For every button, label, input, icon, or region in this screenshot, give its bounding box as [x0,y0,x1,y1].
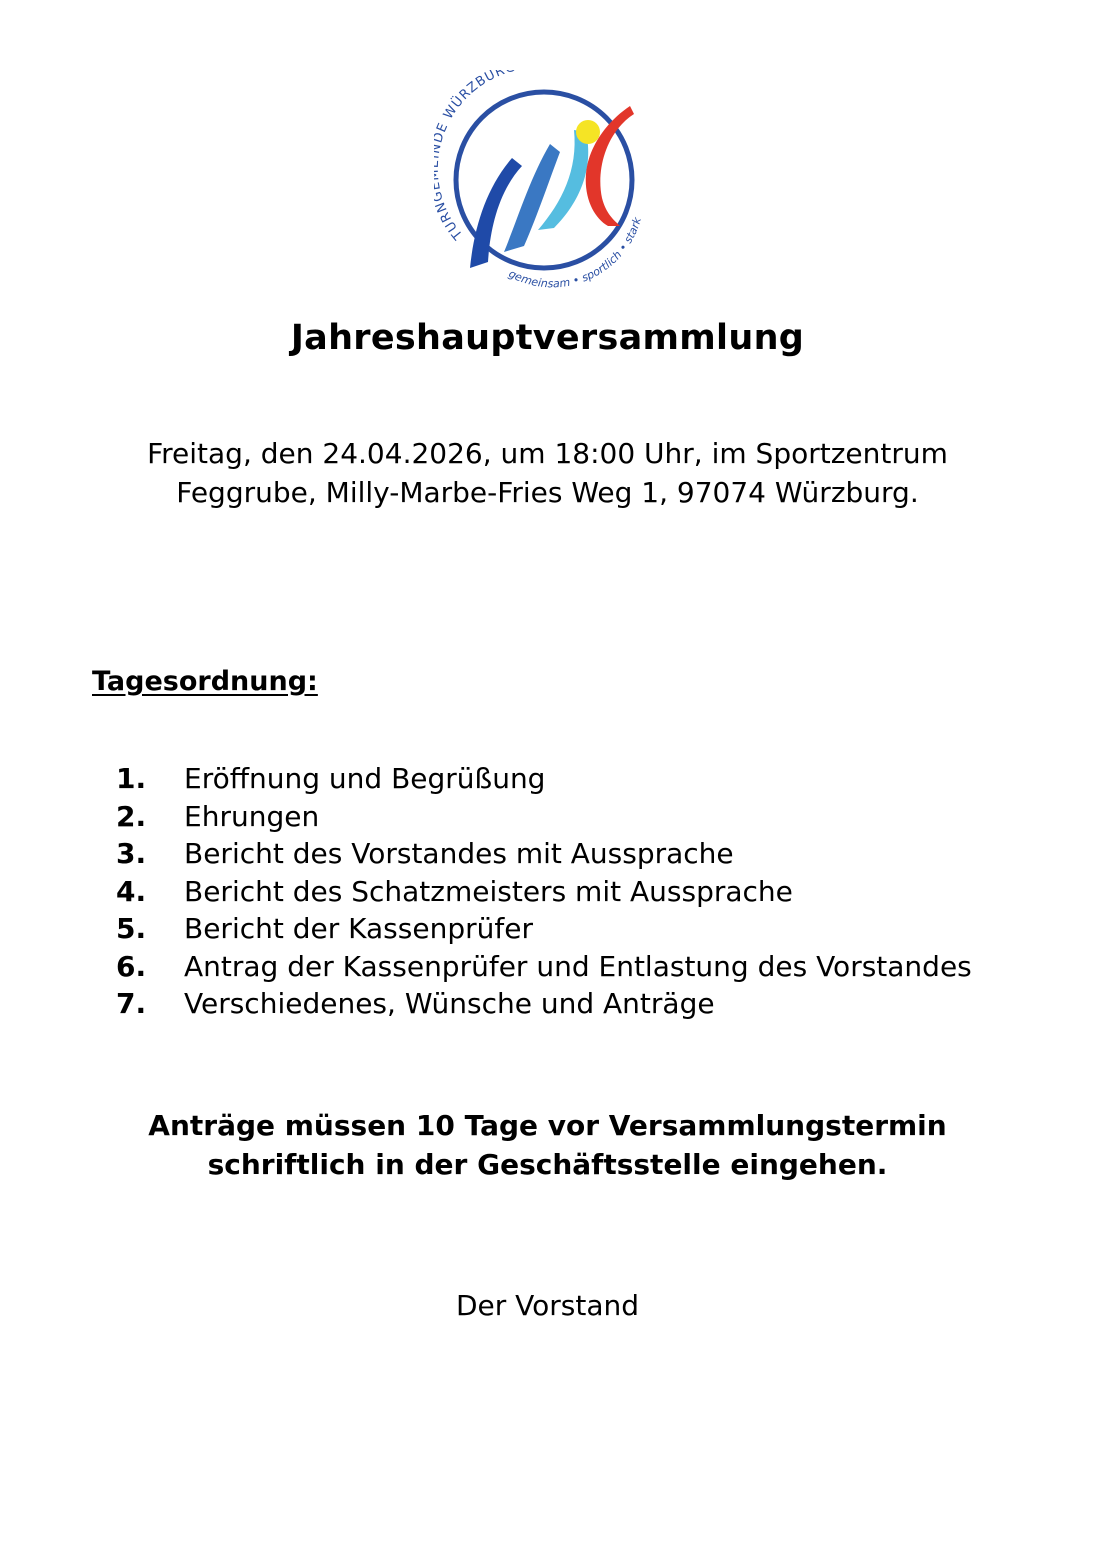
agenda-item-text: Verschiedenes, Wünsche und Anträge [184,987,715,1020]
svg-text:TURNGEMEINDE WÜRZBURG 1848 [434,70,561,243]
club-logo [434,70,659,295]
agenda-item-text: Bericht der Kassenprüfer [184,912,533,945]
meeting-details-line: Feggrube, Milly-Marbe-Fries Weg 1, 97074 Würzburg. [176,476,919,509]
agenda-item-text: Bericht des Vorstandes mit Aussprache [184,837,734,870]
agenda-item-number: 2. [116,799,147,833]
agenda-item [116,798,972,836]
agenda-item [116,910,972,948]
agenda-item-number: 6. [116,949,147,983]
agenda-item-text: Ehrungen [184,799,320,833]
logo-arc-text-top: TURN E WÜRZBUR [434,70,508,243]
submission-notice-line: schriftlich in der Geschäftsstelle eingehen. [207,1148,888,1181]
page-title: Jahreshauptversammlung [290,318,805,358]
meeting-details [0,434,1095,512]
agenda-item-number: 7. [116,987,147,1020]
agenda-item-text: Bericht des Schatzmeisters mit Aussprache [184,874,793,908]
logo-yellow-dot [576,120,600,144]
logo-arc-text-bottom: gemeinsam • sportlich • stark [506,215,645,291]
agenda-item [116,835,972,873]
agenda-list [116,760,972,1023]
agenda-item-text: Eröffnung und Begrüßung [184,762,546,795]
agenda-item [116,948,972,986]
agenda-item-number: 4. [116,874,147,908]
club-logo-graphic [434,70,659,295]
agenda-heading: Tagesordnung: [92,666,318,697]
agenda-item [116,985,972,1023]
agenda-item-number: 3. [116,837,147,870]
agenda-item [116,760,972,798]
signature: Der Vorstand [455,1289,640,1322]
agenda-item [116,873,972,911]
meeting-details-line: Freitag, den 24.04.2026, um 18:00 Uhr, im Sportzentrum [147,437,948,470]
agenda-item-number: 1. [116,762,147,795]
agenda-item-text: Antrag der Kassenprüfer und Entlastung des Vorstandes [184,949,972,983]
submission-notice [0,1106,1095,1184]
agenda-item-number: 5. [116,912,147,945]
submission-notice-line: Anträge müssen 10 Tage vor Versammlungstermin [148,1109,947,1142]
